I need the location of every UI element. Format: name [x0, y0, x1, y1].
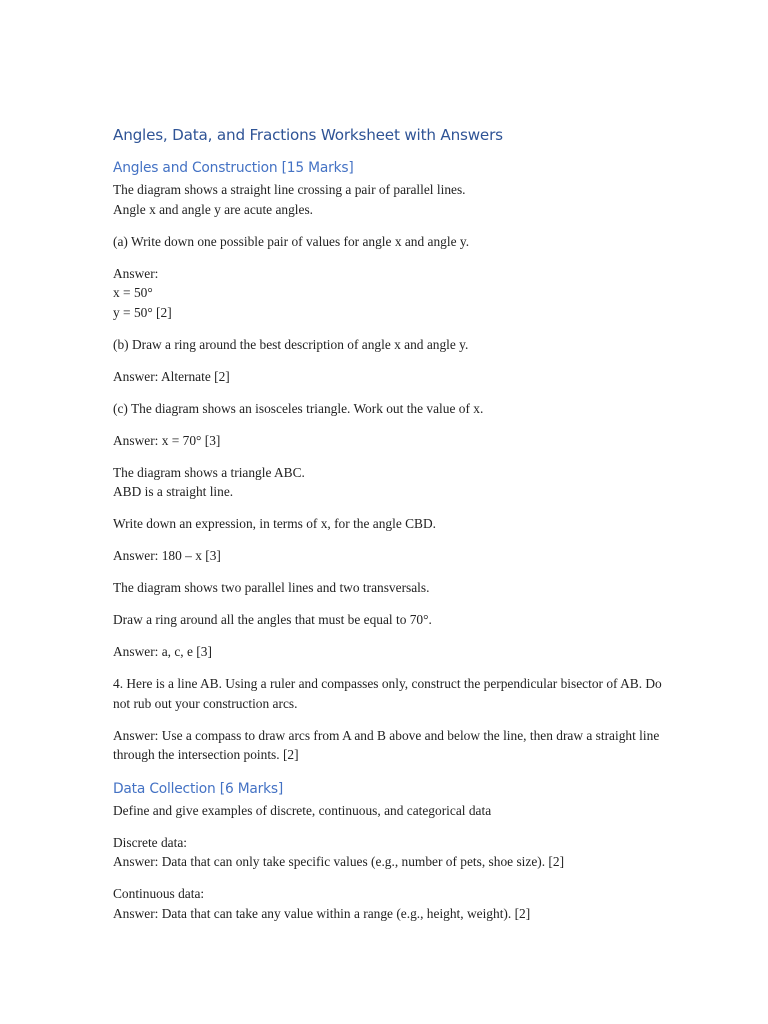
text-line: 4. Here is a line AB. Using a ruler and compasses only, construct the perpendicular bisector of AB. Do not rub out your construction arcs.: [113, 676, 662, 711]
paragraph-triangle-abc: [113, 463, 673, 502]
answer-cbd: [113, 546, 673, 566]
text-line: Continuous data:: [113, 886, 205, 901]
question-cbd: [113, 514, 673, 534]
section-heading-angles: Angles and Construction [15 Marks]: [113, 160, 354, 176]
text-line: The diagram shows a straight line crossing a pair of parallel lines.: [113, 182, 466, 197]
answer-c: [113, 431, 673, 451]
text-line: (a) Write down one possible pair of values for angle x and angle y.: [113, 233, 470, 249]
answer-ring-angles: [113, 642, 673, 662]
text-line: Answer: Alternate [2]: [113, 368, 230, 384]
paragraph-diagram-parallel: [113, 180, 673, 219]
answer-4-bisector: [113, 726, 673, 765]
section-heading-data: Data Collection [6 Marks]: [113, 780, 284, 797]
text-line: The diagram shows a triangle ABC.: [113, 464, 305, 480]
answer-a: [113, 264, 673, 323]
section-angles-construction: [113, 158, 673, 765]
question-data-types: [113, 801, 673, 821]
text-line: (c) The diagram shows an isosceles triangle. Work out the value of x.: [113, 400, 484, 416]
text-line: Answer: Data that can take any value within a range (e.g., height, weight). [2]: [113, 905, 531, 921]
question-b: [113, 335, 673, 355]
text-line: (b) Draw a ring around the best description of angle x and angle y.: [113, 336, 469, 352]
text-line: y = 50° [2]: [113, 304, 172, 320]
question-4-bisector: [113, 674, 673, 713]
worksheet-page: [113, 124, 673, 936]
question-ring-angles: [113, 610, 673, 630]
answer-continuous: [113, 884, 673, 923]
text-line: Discrete data:: [113, 834, 187, 850]
text-line: Answer:: [113, 265, 159, 281]
text-line: Define and give examples of discrete, continuous, and categorical data: [113, 802, 492, 818]
text-line: Write down an expression, in terms of x, for the angle CBD.: [113, 516, 436, 531]
paragraph-transversals: [113, 578, 673, 598]
text-line: Draw a ring around all the angles that must be equal to 70°.: [113, 612, 432, 627]
text-line: Answer: a, c, e [3]: [113, 644, 212, 659]
question-a: [113, 232, 673, 252]
answer-discrete: [113, 833, 673, 872]
text-line: ABD is a straight line.: [113, 484, 234, 499]
text-line: Answer: Data that can only take specific values (e.g., number of pets, shoe size). [2]: [113, 854, 565, 869]
question-c: [113, 399, 673, 419]
section-data-collection: [113, 779, 673, 924]
text-line: Angle x and angle y are acute angles.: [113, 201, 314, 217]
text-line: The diagram shows two parallel lines and two transversals.: [113, 580, 430, 595]
text-line: Answer: Use a compass to draw arcs from A and B above and below the line, then draw a straight line through the intersection points. [2]: [113, 727, 660, 762]
text-line: x = 50°: [113, 285, 153, 300]
answer-b: [113, 367, 673, 387]
text-line: Answer: 180 – x [3]: [113, 548, 221, 563]
worksheet-title: Angles, Data, and Fractions Worksheet with Answers: [113, 126, 503, 144]
text-line: Answer: x = 70° [3]: [113, 432, 221, 448]
